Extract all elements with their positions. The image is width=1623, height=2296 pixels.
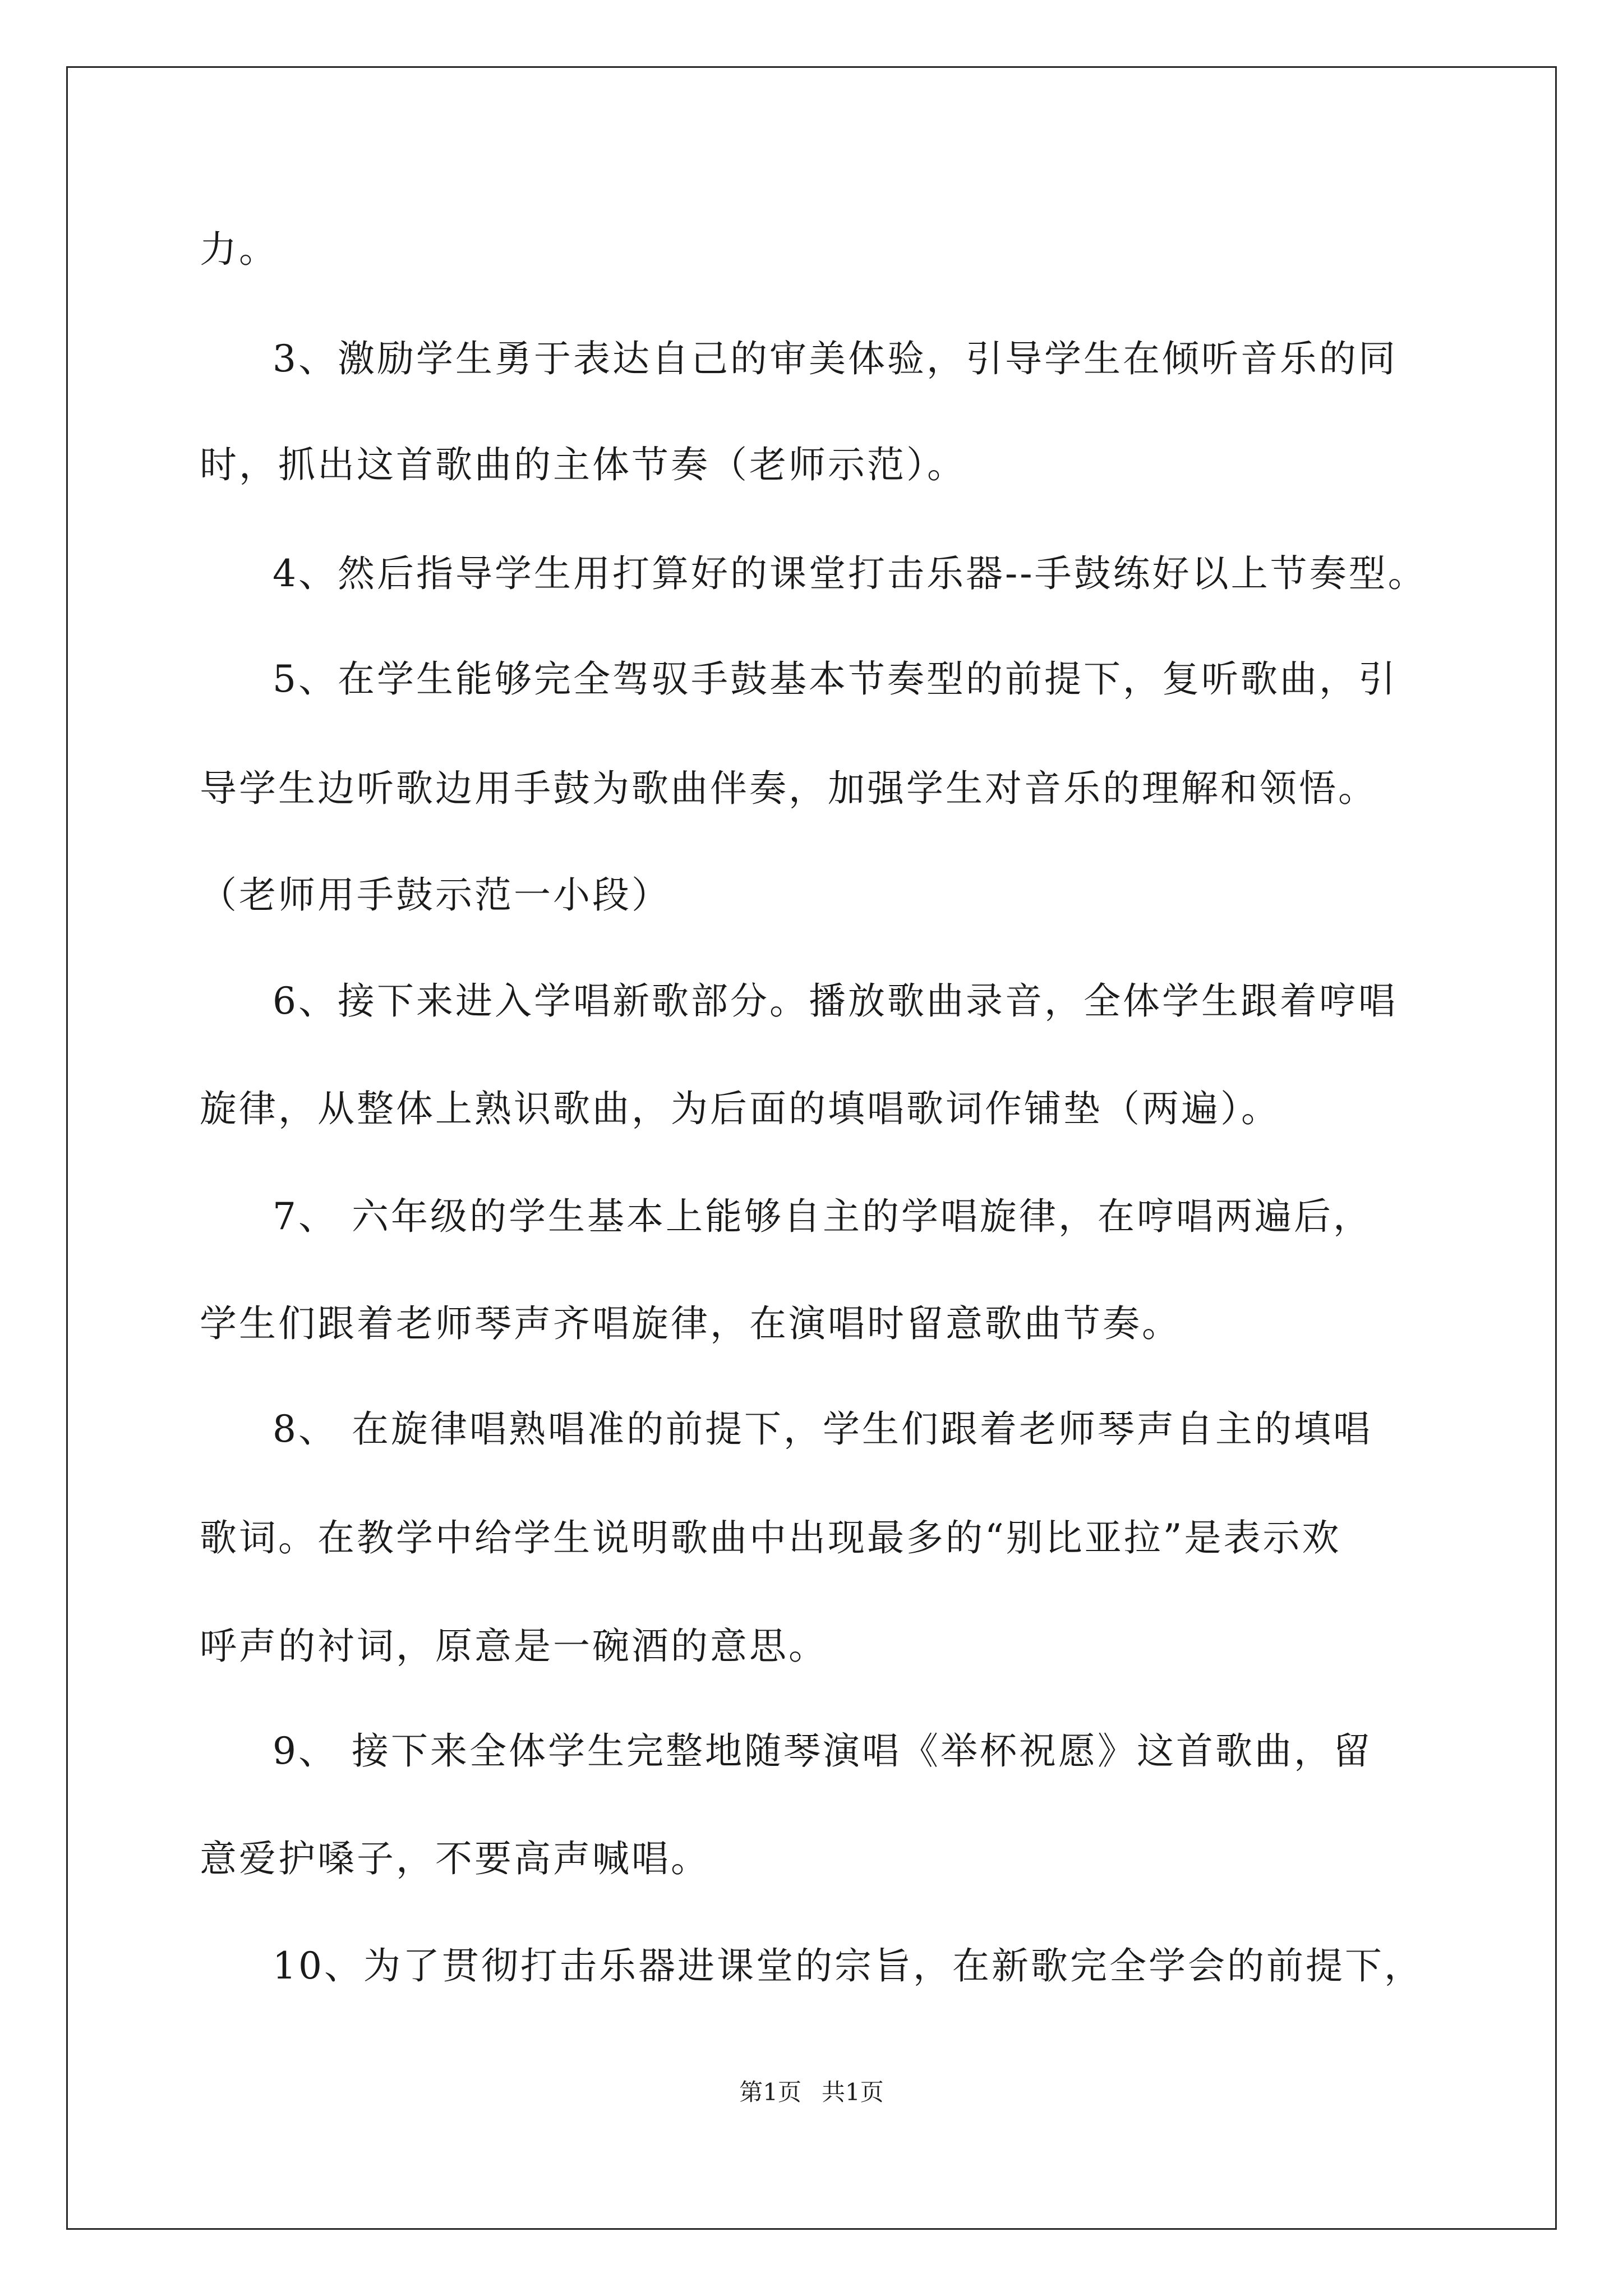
page-border (66, 66, 1557, 2230)
page-footer (0, 2076, 1623, 2109)
text-line: 导学生边听歌边用手鼓为歌曲伴奏，加强学生对音乐的理解和领悟。 (200, 767, 1377, 810)
text-line: 3、激励学生勇于表达自己的审美体验，引导学生在倾听音乐的同 (273, 337, 1398, 380)
text-line: 歌词。在教学中给学生说明歌曲中出现最多的“别比亚拉”是表示欢 (200, 1516, 1341, 1559)
text-line: 学生们跟着老师琴声齐唱旋律，在演唱时留意歌曲节奏。 (200, 1302, 1181, 1345)
text-line: 10、为了贯彻打击乐器进课堂的宗旨，在新歌完全学会的前提下， (273, 1944, 1423, 1987)
page-number: 第1页 (739, 2078, 801, 2106)
text-line: 旋律，从整体上熟识歌曲，为后面的填唱歌词作铺垫（两遍）。 (200, 1087, 1280, 1130)
page-total: 共1页 (822, 2078, 884, 2106)
text-line: 5、在学生能够完全驾驭手鼓基本节奏型的前提下，复听歌曲，引 (273, 657, 1398, 701)
text-line: 6、接下来进入学唱新歌部分。播放歌曲录音，全体学生跟着哼唱 (273, 979, 1398, 1023)
text-line: 4、然后指导学生用打算好的课堂打击乐器--手鼓练好以上节奏型。 (273, 552, 1427, 595)
text-line: 8、 在旋律唱熟唱准的前提下，学生们跟着老师琴声自主的填唱 (273, 1407, 1372, 1451)
text-line: 力。 (200, 228, 278, 271)
text-line: 7、 六年级的学生基本上能够自主的学唱旋律，在哼唱两遍后， (273, 1195, 1372, 1238)
text-line: 呼声的衬词，原意是一碗酒的意思。 (200, 1625, 828, 1668)
text-line: 意爱护嗓子，不要高声喊唱。 (200, 1837, 710, 1880)
text-line: （老师用手鼓示范一小段） (200, 873, 671, 917)
text-line: 时，抓出这首歌曲的主体节奏（老师示范）。 (200, 443, 966, 486)
text-line: 9、 接下来全体学生完整地随琴演唱《举杯祝愿》这首歌曲，留 (273, 1729, 1372, 1773)
